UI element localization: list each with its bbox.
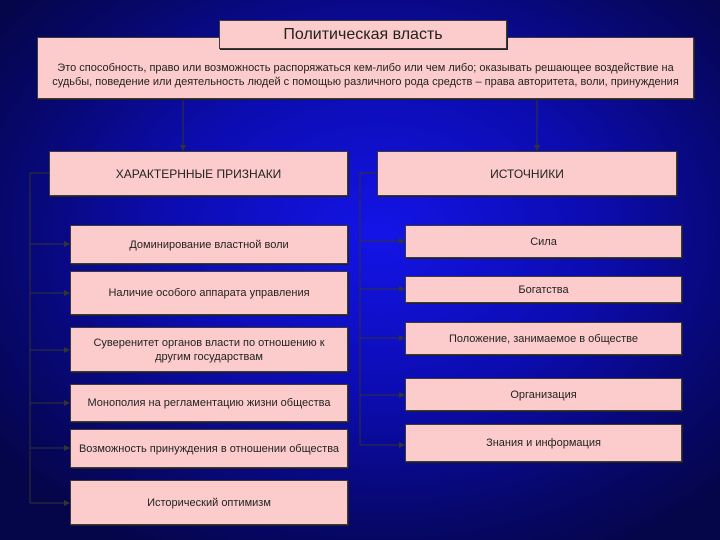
feature-label: Монополия на регламентацию жизни общества	[87, 397, 331, 409]
feature-label: Исторический оптимизм	[147, 496, 271, 509]
feature-item	[70, 480, 348, 525]
source-label: Богатства	[518, 283, 569, 296]
source-label: Сила	[530, 235, 557, 248]
source-item	[405, 276, 682, 303]
source-item	[405, 378, 682, 411]
right-header: ИСТОЧНИКИ	[490, 166, 564, 181]
feature-item	[70, 429, 348, 468]
definition-text: Это способность, право или возможность распоряжаться кем-либо или чем либо; оказывать решающее воздействие на судьбы, поведение или деятельность людей с помощью различного рода средств – права авторитета, воли, принуждения	[52, 62, 679, 88]
feature-label: Суверенитет органов власти по отношению к другим государствам	[93, 336, 325, 363]
left-header: ХАРАКТЕРННЫЕ ПРИЗНАКИ	[115, 166, 282, 181]
right-header-box	[377, 151, 677, 196]
feature-label: Возможность принуждения в отношении общества	[78, 442, 340, 455]
source-item	[405, 424, 682, 462]
source-label: Организация	[510, 388, 577, 401]
feature-label: Наличие особого аппарата управления	[108, 287, 310, 299]
feature-item	[70, 327, 348, 372]
source-item	[405, 322, 682, 355]
source-label: Знания и информация	[486, 437, 601, 449]
page-title: Политическая власть	[283, 25, 443, 43]
feature-label: Доминирование властной воли	[129, 238, 289, 251]
feature-item	[70, 225, 348, 264]
feature-item	[70, 271, 348, 315]
left-header-box	[49, 151, 348, 196]
source-label: Положение, занимаемое в обществе	[448, 332, 638, 345]
source-item	[405, 225, 682, 258]
feature-item	[70, 384, 348, 422]
title-box	[219, 20, 507, 49]
